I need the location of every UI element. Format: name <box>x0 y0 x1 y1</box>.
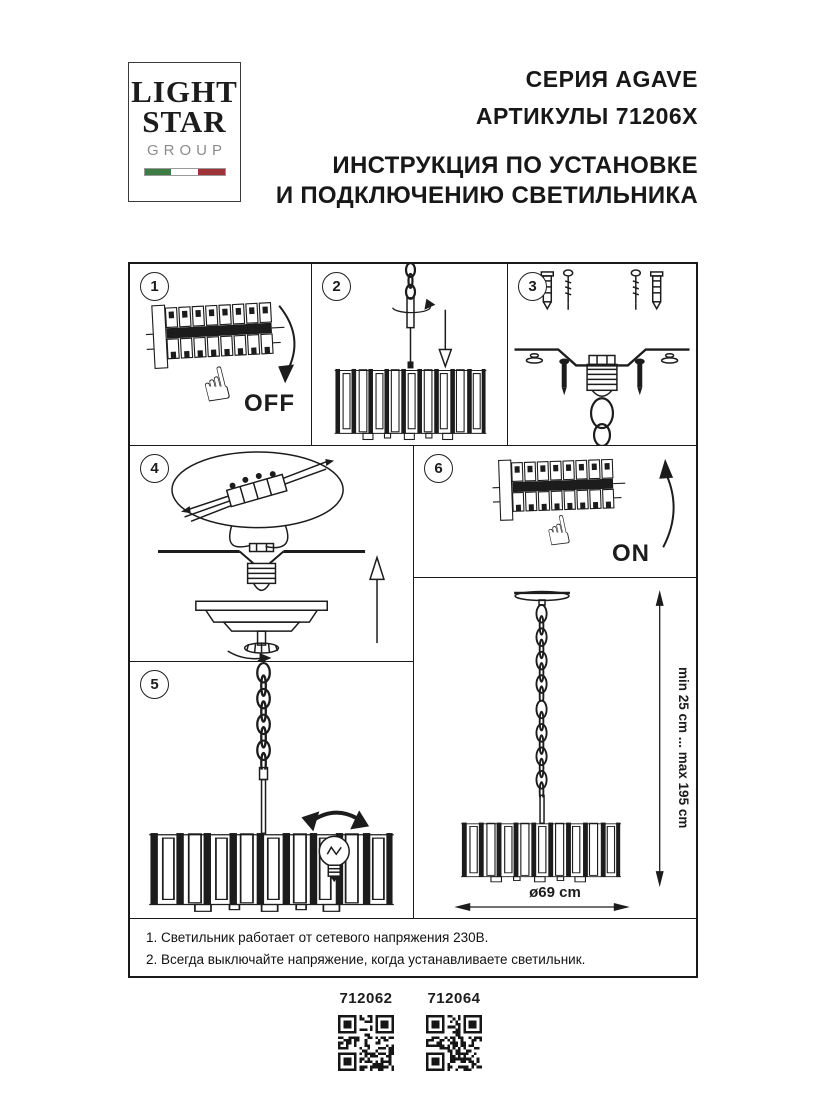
step-3-panel <box>508 264 696 446</box>
detail-bubble <box>172 452 343 528</box>
articles-title: АРТИКУЛЫ 71206X <box>475 103 698 129</box>
hanging-chandelier-dimensions-illustration <box>414 578 696 918</box>
chandelier-drum-icon <box>461 823 621 882</box>
flag-red <box>198 169 225 175</box>
note-line-1: 1. Светильник работает от сетевого напряжения 230В. <box>146 930 489 945</box>
lock-nut-icon <box>245 643 279 653</box>
threaded-connector-icon <box>587 355 617 396</box>
screw-icon <box>564 270 573 310</box>
series-title: СЕРИЯ AGAVE <box>525 66 698 92</box>
instruction-grid <box>128 262 698 978</box>
lightstar-logo <box>128 62 241 202</box>
step-1-panel <box>130 264 312 446</box>
ceiling-canopy-icon <box>196 601 327 631</box>
black-screw-icon <box>559 358 569 395</box>
logo-word-light: LIGHT <box>131 74 238 109</box>
safety-notes <box>130 919 696 976</box>
logo-word-star: STAR <box>142 104 227 139</box>
header <box>276 66 698 211</box>
step-2-panel <box>312 264 508 446</box>
dimensions-panel <box>414 578 696 919</box>
on-label: ON <box>612 540 650 567</box>
step-6-badge: 6 <box>424 454 453 483</box>
step-5-badge: 5 <box>140 670 169 699</box>
step-1-badge: 1 <box>140 272 169 301</box>
chandelier-drum-icon <box>335 369 487 440</box>
step-6-panel <box>414 446 696 578</box>
chain-icon <box>257 663 270 773</box>
diameter-label: ø69 cm <box>529 884 581 901</box>
step-2-badge: 2 <box>322 272 351 301</box>
light-bulb-icon <box>319 836 349 882</box>
instruction-title-line2: И ПОДКЛЮЧЕНИЮ СВЕТИЛЬНИКА <box>275 182 698 209</box>
step-3-badge: 3 <box>518 272 547 301</box>
note-line-2: 2. Всегда выключайте напряжение, когда устанавливаете светильник. <box>146 952 586 967</box>
arrow-down-open-icon <box>439 350 451 367</box>
italian-flag-stripe <box>144 168 226 176</box>
logo-word-group: GROUP <box>146 142 227 159</box>
product-code-712062: 712062 <box>339 990 393 1007</box>
wiring-and-canopy-illustration <box>130 446 413 661</box>
qr-code-712062 <box>338 1015 394 1071</box>
diameter-dimension-arrow <box>454 903 629 911</box>
instruction-title-line1: ИНСТРУКЦИЯ ПО УСТАНОВКЕ <box>332 152 698 179</box>
flag-white <box>171 169 198 175</box>
product-code-item <box>424 990 484 1071</box>
flag-green <box>145 169 172 175</box>
product-code-item <box>336 990 396 1071</box>
arrow-up-icon <box>659 459 673 479</box>
product-codes <box>336 990 484 1071</box>
step-4-badge: 4 <box>140 454 169 483</box>
pointing-hand-icon: ☝ <box>541 506 575 558</box>
height-range-label: min 25 cm ... max 195 cm <box>676 667 691 829</box>
chandelier-drum-icon <box>149 833 394 911</box>
off-label: OFF <box>244 390 295 417</box>
terminal-block-icon <box>177 452 340 523</box>
chain-icon <box>536 701 546 801</box>
height-dimension-arrow <box>656 590 664 887</box>
chain-icon <box>536 605 546 705</box>
qr-code-712064 <box>426 1015 482 1071</box>
step-4-panel <box>130 446 414 662</box>
screw-icon <box>631 270 640 310</box>
arrow-up-open-icon <box>370 557 384 579</box>
wall-anchor-icon <box>651 272 663 309</box>
product-code-712064: 712064 <box>427 990 481 1007</box>
black-screw-icon <box>635 358 645 395</box>
rotation-arrow-icon <box>228 651 264 659</box>
bulb-installation-illustration <box>130 662 413 918</box>
ceiling-cup-icon <box>514 591 570 604</box>
step-5-panel <box>130 662 414 919</box>
arrow-down-icon <box>278 364 294 383</box>
pointing-hand-icon: ☝ <box>195 355 237 415</box>
